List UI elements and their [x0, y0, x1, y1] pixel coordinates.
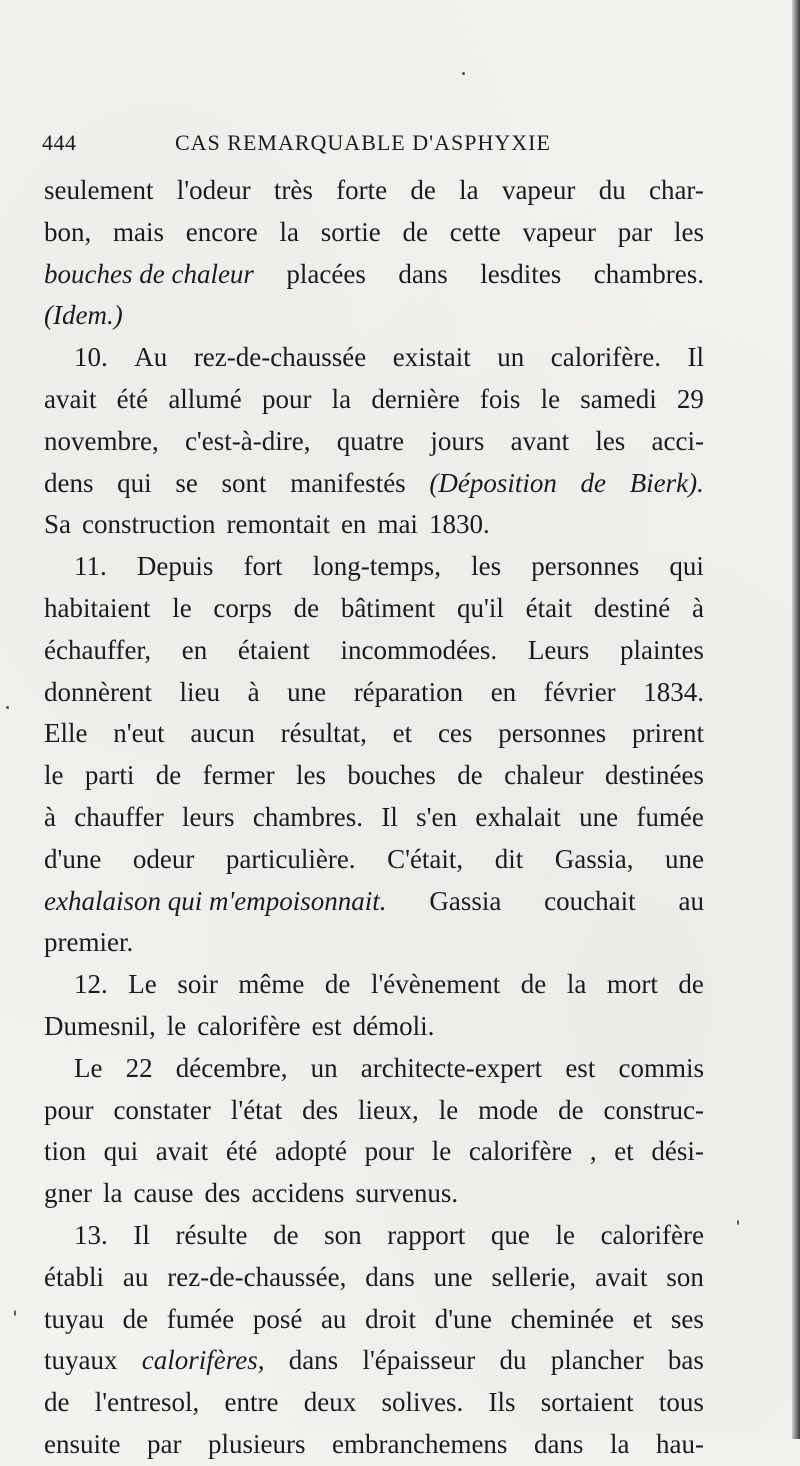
word: et — [632, 1303, 653, 1334]
word: quatre — [336, 425, 405, 456]
word: rez-de-chaussée, — [167, 1261, 347, 1292]
text-line — [44, 588, 704, 630]
word: exhalait — [475, 801, 561, 832]
word: établi — [44, 1261, 104, 1292]
word: chaleur — [504, 760, 584, 791]
text-line — [44, 337, 704, 379]
word: l'odeur — [176, 175, 251, 205]
word: par — [617, 216, 653, 247]
scan-speck — [6, 706, 9, 709]
word: dans — [365, 1261, 415, 1292]
word: dens — [44, 467, 94, 498]
scan-speck — [737, 1220, 739, 1225]
word: 1834. — [643, 676, 704, 707]
word: à — [44, 801, 56, 832]
word: au — [320, 1303, 347, 1334]
word: sont — [221, 467, 267, 498]
word: ces — [437, 718, 473, 749]
word: novembre, — [44, 425, 159, 456]
word: les — [295, 760, 326, 791]
word: dit — [494, 843, 524, 874]
word: fort — [243, 551, 283, 582]
word: gner — [44, 1178, 92, 1209]
word: deux — [303, 1387, 357, 1418]
word: commis — [618, 1052, 704, 1083]
word: Le — [74, 1052, 103, 1083]
word: embranchemens — [332, 1428, 508, 1459]
word: 22 — [125, 1052, 153, 1083]
word: la — [566, 969, 587, 1000]
word: plusieurs — [208, 1428, 306, 1459]
word: solives. — [381, 1387, 464, 1418]
word: calorifères, — [141, 1345, 265, 1376]
running-title: CAS REMARQUABLE D'ASPHYXIE — [175, 130, 551, 155]
word: un — [310, 1052, 338, 1083]
word: Sa — [44, 509, 71, 540]
word: résulte — [175, 1219, 248, 1250]
word: est — [311, 1010, 342, 1041]
word: calorifère — [468, 1136, 573, 1167]
word: lesdites — [480, 258, 562, 289]
word: fois — [479, 383, 521, 414]
word: bas — [667, 1345, 704, 1376]
word: en — [490, 676, 517, 707]
word: sortaient — [540, 1387, 634, 1418]
word: de — [273, 1219, 299, 1250]
word: acci- — [651, 425, 704, 456]
word: qu'il — [457, 592, 504, 623]
word: étaient — [237, 634, 310, 665]
word: c'est-à-dire, — [184, 425, 311, 456]
word: Il — [687, 342, 704, 373]
word: construction — [82, 509, 216, 540]
word: dési- — [651, 1136, 704, 1167]
word: mode — [478, 1094, 539, 1125]
word: ensuite — [44, 1428, 121, 1459]
word: encore — [185, 216, 258, 247]
word: Gassia — [429, 885, 502, 916]
word: destinées — [604, 760, 704, 791]
word: parti — [84, 760, 135, 791]
word: Leurs — [527, 634, 590, 665]
word: se — [175, 467, 198, 498]
page-header — [42, 128, 742, 162]
word: le — [172, 592, 192, 623]
text-line — [44, 463, 704, 505]
word: survenus. — [355, 1178, 459, 1209]
word: même — [238, 969, 305, 1000]
word: particulière. — [225, 843, 356, 874]
word: tous — [658, 1387, 704, 1418]
word: calorifère — [600, 1219, 704, 1250]
word: le — [555, 1219, 575, 1250]
word: calorifère. — [550, 342, 661, 373]
word: bon, — [44, 216, 92, 247]
word: de — [678, 969, 704, 1000]
word: chauffer — [74, 801, 164, 832]
word: char- — [648, 175, 704, 205]
word: la — [609, 1428, 630, 1459]
word: n'eut — [113, 718, 165, 749]
word: forte — [336, 175, 388, 205]
word: posé — [252, 1303, 303, 1334]
word: (Déposition — [429, 467, 557, 498]
word: des — [302, 1094, 339, 1125]
word: qui — [669, 551, 704, 582]
word: et — [392, 718, 413, 749]
word: avait — [155, 1136, 209, 1167]
word: février — [543, 676, 616, 707]
text-line — [44, 1131, 704, 1173]
word: une — [579, 801, 619, 832]
text-line — [44, 212, 704, 254]
word: bouches — [347, 760, 436, 791]
word: de — [520, 969, 547, 1000]
word: aucun — [190, 718, 255, 749]
word: démoli. — [352, 1010, 435, 1041]
word: la — [331, 383, 352, 414]
word: couchait — [544, 885, 636, 916]
word: de — [410, 175, 436, 205]
text-line — [44, 881, 704, 923]
word: jours — [430, 425, 485, 456]
word: mai — [377, 509, 418, 540]
word: le — [44, 760, 64, 791]
text-line — [44, 1424, 704, 1466]
word: l'état — [230, 1094, 283, 1125]
word: long-temps, — [312, 551, 441, 582]
word: le — [438, 1094, 459, 1125]
page-edge-shadow — [792, 0, 800, 1439]
word: décembre, — [175, 1052, 288, 1083]
word: construc- — [603, 1094, 704, 1125]
word: de — [580, 467, 607, 498]
word: de — [402, 216, 429, 247]
word: de — [324, 969, 351, 1000]
text-line — [44, 1090, 704, 1132]
word: à — [692, 592, 704, 623]
word: Ils — [488, 1387, 516, 1418]
text-line — [44, 546, 704, 588]
word: l'épaisseur — [362, 1345, 476, 1376]
word: rez-de-chaussée — [193, 342, 367, 373]
text-line — [44, 964, 704, 1006]
word: qui — [103, 1136, 139, 1167]
text-line — [44, 421, 704, 463]
word: chambres. — [252, 801, 364, 832]
text-line — [44, 630, 704, 672]
text-line — [44, 713, 704, 755]
word: dernière — [371, 383, 460, 414]
word: personnes — [531, 551, 640, 582]
word: la — [279, 216, 299, 247]
page-number: 444 — [42, 130, 77, 155]
word: d'une — [44, 843, 102, 874]
word: au — [122, 1261, 149, 1292]
word: vapeur — [522, 216, 596, 247]
word: l'entresol, — [94, 1387, 200, 1418]
word: exhalaison qui m'empoisonnait. — [44, 885, 387, 916]
word: remontait — [226, 509, 330, 540]
word: C'était, — [387, 843, 464, 874]
word: plancher — [550, 1345, 644, 1376]
word: avant — [510, 425, 570, 456]
text-line — [44, 1006, 704, 1048]
word: cette — [449, 216, 501, 247]
word: Au — [134, 342, 168, 373]
word: accidens — [251, 1178, 345, 1209]
word: mais — [113, 216, 165, 247]
text-line — [44, 839, 704, 881]
word: avait — [44, 383, 97, 414]
text-line — [44, 1382, 704, 1424]
word: 11. — [74, 551, 107, 582]
word: son — [666, 1261, 704, 1292]
text-line — [44, 504, 704, 546]
word: pour — [261, 383, 312, 414]
word: fumée — [166, 1303, 235, 1334]
word: des — [204, 1178, 241, 1209]
word: la — [102, 1178, 123, 1209]
word: et — [614, 1136, 634, 1167]
word: mort — [606, 969, 658, 1000]
word: du — [499, 1345, 527, 1376]
scan-speck — [14, 1310, 16, 1316]
word: 13. — [74, 1219, 108, 1250]
word: samedi — [580, 383, 657, 414]
word: les — [471, 551, 502, 582]
word: placées — [286, 258, 366, 289]
word: que — [490, 1219, 530, 1250]
word: tuyaux — [44, 1345, 118, 1376]
word: manifestés — [290, 467, 406, 498]
word: le — [540, 383, 561, 414]
word: incommodées. — [340, 634, 498, 665]
word: avait — [595, 1261, 648, 1292]
word: du — [598, 175, 626, 205]
word: une — [287, 676, 327, 707]
word: 1830. — [428, 509, 490, 540]
word: architecte-expert — [360, 1052, 543, 1083]
word: un — [497, 342, 525, 373]
word: rapport — [387, 1219, 466, 1250]
word: premier. — [44, 927, 134, 958]
text-line — [44, 672, 704, 714]
word: été — [116, 383, 149, 414]
text-line — [44, 170, 704, 212]
word: en — [340, 509, 367, 540]
text-line — [44, 1173, 704, 1215]
word: plaintes — [619, 634, 704, 665]
word: (Idem.) — [44, 300, 123, 331]
word: pour — [364, 1136, 415, 1167]
text-line — [44, 922, 704, 964]
word: allumé — [168, 383, 242, 414]
word: de — [293, 592, 320, 623]
word: Le — [128, 969, 157, 1000]
text-line — [44, 797, 704, 839]
word: cause — [133, 1178, 194, 1209]
text-line — [44, 254, 704, 296]
word: dans — [398, 258, 448, 289]
word: bâtiment — [340, 592, 436, 623]
word: entre — [224, 1387, 279, 1418]
word: Bierk). — [629, 467, 704, 498]
word: hau- — [655, 1428, 704, 1459]
word: corps — [213, 592, 272, 623]
word: les — [674, 216, 704, 247]
word: personnes — [498, 718, 607, 749]
word: l'évènement — [370, 969, 501, 1000]
word: les — [595, 425, 626, 456]
scan-speck — [462, 72, 465, 75]
word: s'en — [416, 801, 458, 832]
word: dans — [533, 1428, 584, 1459]
word: Gassia, — [554, 843, 634, 874]
word: le — [166, 1010, 187, 1041]
word: de — [558, 1094, 584, 1125]
word: constater — [113, 1094, 211, 1125]
word: 10. — [74, 342, 108, 373]
text-line — [44, 1340, 704, 1382]
word: son — [324, 1219, 362, 1250]
word: était — [525, 592, 573, 623]
word: adopté — [275, 1136, 347, 1167]
text-line — [44, 379, 704, 421]
word: calorifère — [197, 1010, 301, 1041]
word: une — [664, 843, 704, 874]
word: une — [433, 1261, 473, 1292]
word: lieu — [179, 676, 221, 707]
word: vapeur — [501, 175, 576, 205]
word: de — [122, 1303, 149, 1334]
text-line — [44, 295, 704, 337]
word: de — [44, 1387, 70, 1418]
word: à — [247, 676, 260, 707]
word: Il — [381, 801, 398, 832]
word: fumée — [636, 801, 704, 832]
word: habitaient — [44, 592, 151, 623]
word: le — [431, 1136, 452, 1167]
word: sortie — [320, 216, 381, 247]
word: est — [565, 1052, 596, 1083]
word: fermer — [202, 760, 275, 791]
word: droit — [365, 1303, 417, 1334]
word: Il — [133, 1219, 150, 1250]
word: en — [181, 634, 208, 665]
word: Depuis — [136, 551, 214, 582]
text-line — [44, 1215, 704, 1257]
word: de — [457, 760, 483, 791]
text-line — [44, 1299, 704, 1341]
word: été — [225, 1136, 258, 1167]
word: très — [273, 175, 313, 205]
word: destiné — [593, 592, 671, 623]
word: seulement — [44, 175, 154, 205]
word: Dumesnil, — [44, 1010, 156, 1041]
word: odeur — [132, 843, 195, 874]
text-line — [44, 1048, 704, 1090]
word: pour — [44, 1094, 94, 1125]
word: ses — [670, 1303, 704, 1334]
word: de — [155, 760, 182, 791]
word: au — [678, 885, 704, 916]
word: prirent — [631, 718, 704, 749]
body-text — [44, 170, 704, 1466]
word: leurs — [182, 801, 235, 832]
word: donnèrent — [44, 676, 152, 707]
word: , — [589, 1136, 597, 1167]
text-line — [44, 755, 704, 797]
word: résultat, — [280, 718, 367, 749]
word: tuyau — [44, 1303, 104, 1334]
text-line — [44, 1257, 704, 1299]
word: lieux, — [358, 1094, 419, 1125]
word: par — [147, 1428, 182, 1459]
word: dans — [288, 1345, 339, 1376]
word: réparation — [353, 676, 464, 707]
word: tion — [44, 1136, 87, 1167]
word: d'une — [434, 1303, 493, 1334]
word: qui — [117, 467, 152, 498]
word: 29 — [676, 383, 704, 414]
word: soir — [177, 969, 218, 1000]
word: 12. — [74, 969, 108, 1000]
word: existait — [392, 342, 471, 373]
word: Elle — [44, 718, 88, 749]
word: la — [459, 175, 479, 205]
word: chambres. — [593, 258, 704, 289]
word: sellerie, — [491, 1261, 577, 1292]
word: bouches de chaleur — [44, 258, 254, 289]
word: échauffer, — [44, 634, 152, 665]
word: cheminée — [510, 1303, 615, 1334]
